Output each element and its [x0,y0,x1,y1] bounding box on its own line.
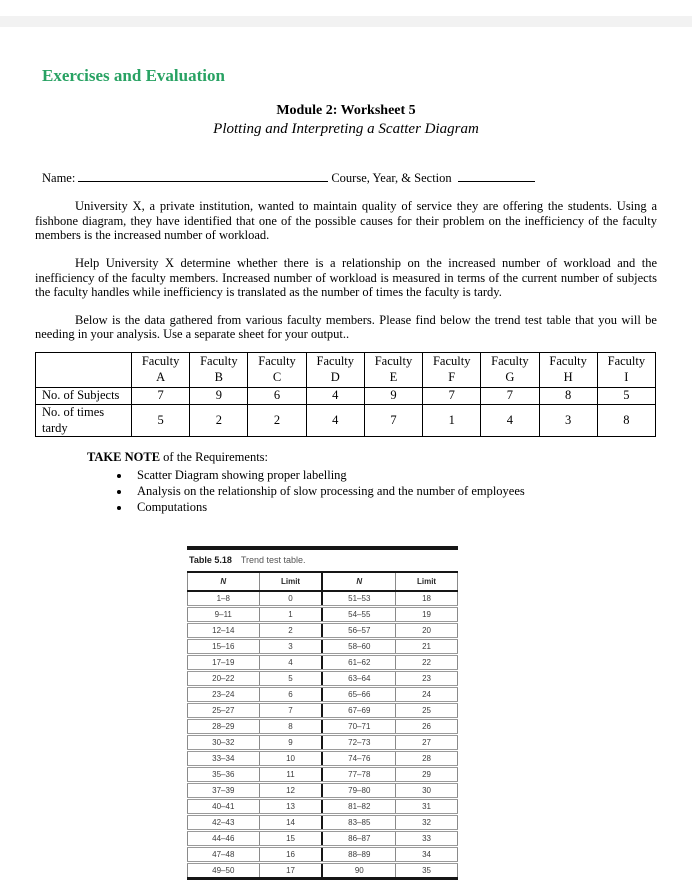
paragraph-intro: University X, a private institution, wanted to maintain quality of service they are offering the students. Using a fishbone diagram, they have identified that one of the possible causes for their problem on the inefficiency of the faculty members is the increased number of workload. [35,199,657,243]
requirement-item: • Analysis on the relationship of slow processing and the number of employees [131,484,657,499]
trend-data-row [188,815,458,831]
trend-value-cell: 30 [396,783,458,799]
take-note-rest: of the Requirements: [160,450,269,465]
trend-value-cell: 6 [259,687,322,703]
trend-table-caption [187,550,458,573]
faculty-column-header [132,353,190,388]
trend-value-cell: 79–80 [322,783,395,799]
faculty-word: Faculty [432,354,471,368]
trend-value-cell: 2 [259,623,322,639]
trend-value-cell: 67–69 [322,703,395,719]
faculty-word: Faculty [549,354,587,368]
trend-value-cell: 17–19 [188,655,260,671]
faculty-value-cell: 8 [539,388,597,405]
trend-value-cell: 25–27 [188,703,260,719]
take-note-label: TAKE NOTE [87,450,161,465]
trend-value-cell: 17 [259,863,322,878]
section-blank-line [458,168,535,182]
trend-value-cell: 9 [259,735,322,751]
faculty-data-table [35,352,656,437]
faculty-row-label: No. of times tardy [36,404,132,436]
trend-data-row [188,735,458,751]
trend-value-cell: 22 [396,655,458,671]
faculty-column-header [306,353,364,388]
faculty-letter: G [505,369,515,384]
name-line [42,168,657,186]
faculty-word: Faculty [141,354,180,368]
trend-data-row [188,783,458,799]
faculty-value-cell: 6 [248,388,306,405]
faculty-header-row [36,353,656,388]
take-note-section [87,450,657,515]
faculty-value-cell: 7 [132,388,190,405]
faculty-value-cell: 1 [423,404,481,436]
trend-data-row [188,719,458,735]
trend-data-row [188,703,458,719]
trend-value-cell: 9–11 [188,607,260,623]
trend-value-cell: 35–36 [188,767,260,783]
trend-value-cell: 40–41 [188,799,260,815]
trend-value-cell: 3 [259,639,322,655]
trend-value-cell: 63–64 [322,671,395,687]
trend-value-cell: 10 [259,751,322,767]
faculty-word: Faculty [491,354,529,368]
faculty-word: Faculty [200,354,238,368]
faculty-value-cell: 4 [306,404,364,436]
trend-value-cell: 65–66 [322,687,395,703]
trend-value-cell: 56–57 [322,623,395,639]
trend-value-cell: 13 [259,799,322,815]
trend-value-cell: 88–89 [322,847,395,863]
trend-data-row [188,623,458,639]
trend-value-cell: 7 [259,703,322,719]
trend-value-cell: 54–55 [322,607,395,623]
trend-value-cell: 26 [396,719,458,735]
trend-table-number: Table 5.18 [189,555,232,566]
trend-data-row [188,607,458,623]
trend-value-cell: 28–29 [188,719,260,735]
paragraph-task: Help University X determine whether there is a relationship on the increased number of workload and the inefficiency of the faculty members. Increased number of workload is measured in terms of the current number of subjects the faculty handles while inefficiency is translated as the number of times the faculty is tardy. [35,255,657,300]
trend-header-cell: Limit [396,573,458,591]
page-title: Exercises and Evaluation [42,66,225,85]
requirements-list [87,468,657,515]
paragraph-data: Below is the data gathered from various faculty members. Please find below the trend test table that you will be needing in your analysis. Use a separate sheet for your output.. [35,312,657,342]
faculty-column-header [597,353,655,388]
course-label: Course, Year, & Section [331,171,452,185]
trend-value-cell: 74–76 [322,751,395,767]
trend-table-title: Trend test table. [240,555,306,566]
trend-value-cell: 35 [396,863,458,878]
trend-value-cell: 18 [396,591,458,607]
faculty-column-header [248,353,306,388]
trend-data-row [188,831,458,847]
faculty-word: Faculty [258,354,296,368]
faculty-data-row [36,388,656,405]
faculty-word: Faculty [316,354,355,368]
trend-value-cell: 81–82 [322,799,395,815]
trend-value-cell: 90 [322,863,395,878]
trend-value-cell: 33 [396,831,458,847]
faculty-corner-cell [36,353,132,388]
trend-value-cell: 12 [259,783,322,799]
trend-value-cell: 32 [396,815,458,831]
faculty-value-cell: 9 [364,388,422,405]
trend-value-cell: 20 [396,623,458,639]
faculty-column-header [423,353,481,388]
trend-value-cell: 47–48 [188,847,260,863]
faculty-letter: E [389,369,398,384]
requirement-item: • Scatter Diagram showing proper labelling [131,468,657,483]
trend-value-cell: 37–39 [188,783,260,799]
trend-value-cell: 44–46 [188,831,260,847]
trend-data-row [188,655,458,671]
trend-value-cell: 1–8 [188,591,260,607]
trend-data-row [188,767,458,783]
trend-data-row [188,863,458,878]
trend-value-cell: 15–16 [188,639,260,655]
faculty-column-header [539,353,597,388]
faculty-word: Faculty [374,354,413,368]
trend-value-cell: 58–60 [322,639,395,655]
faculty-value-cell: 2 [190,404,248,436]
trend-value-cell: 25 [396,703,458,719]
faculty-value-cell: 3 [539,404,597,436]
faculty-value-cell: 5 [597,388,655,405]
trend-value-cell: 8 [259,719,322,735]
trend-test-table [187,573,458,877]
trend-header-cell: Limit [259,573,322,591]
faculty-column-header [190,353,248,388]
faculty-letter: H [563,369,573,384]
faculty-letter: F [448,369,456,384]
trend-value-cell: 34 [396,847,458,863]
trend-value-cell: 77–78 [322,767,395,783]
trend-value-cell: 19 [396,607,458,623]
faculty-value-cell: 4 [481,404,539,436]
trend-value-cell: 61–62 [322,655,395,671]
trend-value-cell: 16 [259,847,322,863]
trend-value-cell: 4 [259,655,322,671]
trend-value-cell: 20–22 [188,671,260,687]
faculty-letter: C [272,369,282,384]
faculty-word: Faculty [607,354,646,368]
trend-value-cell: 49–50 [188,863,260,878]
trend-value-cell: 30–32 [188,735,260,751]
faculty-data-row [36,404,656,436]
module-title: Module 2: Worksheet 5 [276,103,416,118]
trend-value-cell: 12–14 [188,623,260,639]
trend-value-cell: 0 [259,591,322,607]
name-blank-line [78,168,328,182]
faculty-letter: A [156,369,166,384]
trend-value-cell: 5 [259,671,322,687]
trend-data-row [188,591,458,607]
faculty-value-cell: 5 [132,404,190,436]
trend-value-cell: 15 [259,831,322,847]
faculty-value-cell: 4 [306,388,364,405]
trend-value-cell: 23–24 [188,687,260,703]
faculty-column-header [364,353,422,388]
trend-value-cell: 21 [396,639,458,655]
trend-header-cell: N [188,573,260,591]
trend-data-row [188,751,458,767]
trend-data-row [188,847,458,863]
trend-value-cell: 11 [259,767,322,783]
faculty-row-label: No. of Subjects [36,388,132,405]
trend-value-cell: 72–73 [322,735,395,751]
trend-value-cell: 33–34 [188,751,260,767]
trend-value-cell: 24 [396,687,458,703]
faculty-value-cell: 2 [248,404,306,436]
faculty-value-cell: 7 [364,404,422,436]
trend-data-row [188,687,458,703]
name-label: Name: [42,171,76,185]
faculty-letter: I [624,369,629,384]
trend-value-cell: 1 [259,607,322,623]
faculty-value-cell: 8 [597,404,655,436]
trend-value-cell: 29 [396,767,458,783]
trend-value-cell: 70–71 [322,719,395,735]
module-subtitle: Plotting and Interpreting a Scatter Diagram [213,121,479,137]
trend-data-row [188,671,458,687]
trend-value-cell: 83–85 [322,815,395,831]
faculty-value-cell: 9 [190,388,248,405]
trend-header-cell: N [322,573,395,591]
faculty-value-cell: 7 [423,388,481,405]
trend-value-cell: 23 [396,671,458,687]
trend-value-cell: 86–87 [322,831,395,847]
faculty-letter: B [214,369,223,384]
trend-value-cell: 42–43 [188,815,260,831]
trend-value-cell: 27 [396,735,458,751]
trend-value-cell: 51–53 [322,591,395,607]
trend-value-cell: 28 [396,751,458,767]
document-content [35,0,657,880]
trend-value-cell: 31 [396,799,458,815]
trend-test-table-figure [187,546,458,880]
trend-data-row [188,799,458,815]
requirement-item: • Computations [131,500,657,515]
faculty-letter: D [330,369,340,384]
faculty-value-cell: 7 [481,388,539,405]
trend-data-row [188,639,458,655]
trend-value-cell: 14 [259,815,322,831]
faculty-column-header [481,353,539,388]
